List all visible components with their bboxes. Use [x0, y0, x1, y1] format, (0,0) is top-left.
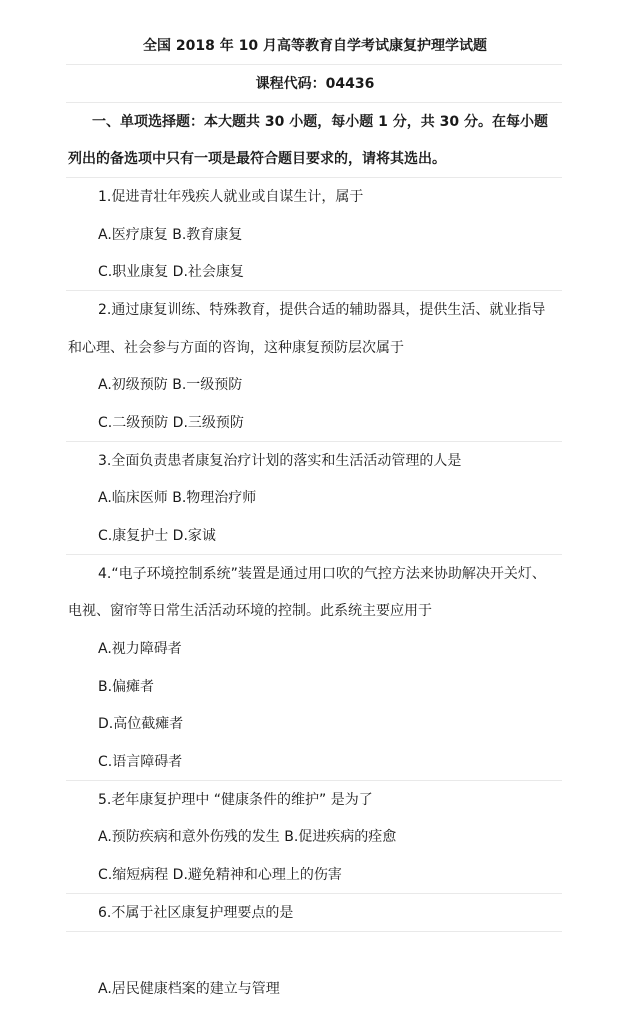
question-3-options-c-d: C.康复护士 D.家诚 [98, 528, 216, 544]
section-heading-line2: 列出的备选项中只有一项是最符合题目要求的，请将其选出。 [68, 151, 446, 167]
divider [66, 780, 562, 781]
question-4-stem-line1: 4.“电子环境控制系统”装置是通过用口吹的气控方法来协助解决开关灯、 [98, 566, 546, 582]
question-1-options-a-b: A.医疗康复 B.教育康复 [98, 227, 243, 243]
question-5-options-a-b: A.预防疾病和意外伤残的发生 B.促进疾病的痊愈 [98, 829, 397, 845]
question-2-options-a-b: A.初级预防 B.一级预防 [98, 377, 243, 393]
question-4-option-d: D.高位截瘫者 [98, 716, 184, 732]
question-3-options-a-b: A.临床医师 B.物理治疗师 [98, 490, 257, 506]
divider [66, 931, 562, 932]
divider [66, 64, 562, 65]
question-1-options-c-d: C.职业康复 D.社会康复 [98, 264, 244, 280]
question-5-stem: 5.老年康复护理中 “健康条件的维护” 是为了 [98, 792, 373, 808]
course-code: 课程代码：04436 [255, 76, 375, 92]
divider [66, 441, 562, 442]
question-4-option-a: A.视力障碍者 [98, 641, 182, 657]
question-5-options-c-d: C.缩短病程 D.避免精神和心理上的伤害 [98, 867, 342, 883]
question-2-stem-line1: 2.通过康复训练、特殊教育，提供合适的辅助器具，提供生活、就业指导 [98, 302, 546, 318]
exam-title: 全国 2018 年 10 月高等教育自学考试康复护理学试题 [143, 38, 487, 54]
question-2-options-c-d: C.二级预防 D.三级预防 [98, 415, 244, 431]
question-4-option-b: B.偏瘫者 [98, 679, 155, 695]
divider [66, 177, 562, 178]
question-1-stem: 1.促进青壮年残疾人就业或自谋生计，属于 [98, 189, 364, 205]
divider [66, 290, 562, 291]
question-6-stem: 6.不属于社区康复护理要点的是 [98, 905, 294, 921]
question-3-stem: 3.全面负责患者康复治疗计划的落实和生活活动管理的人是 [98, 453, 462, 469]
question-4-option-c: C.语言障碍者 [98, 754, 183, 770]
divider [66, 893, 562, 894]
divider [66, 102, 562, 103]
question-4-stem-line2: 电视、窗帘等日常生活活动环境的控制。此系统主要应用于 [68, 603, 432, 619]
divider [66, 554, 562, 555]
question-2-stem-line2: 和心理、社会参与方面的咨询，这种康复预防层次属于 [68, 340, 404, 356]
section-heading-line1: 一、单项选择题：本大题共 30 小题，每小题 1 分，共 30 分。在每小题 [92, 114, 548, 130]
question-6-option-a: A.居民健康档案的建立与管理 [98, 981, 280, 997]
